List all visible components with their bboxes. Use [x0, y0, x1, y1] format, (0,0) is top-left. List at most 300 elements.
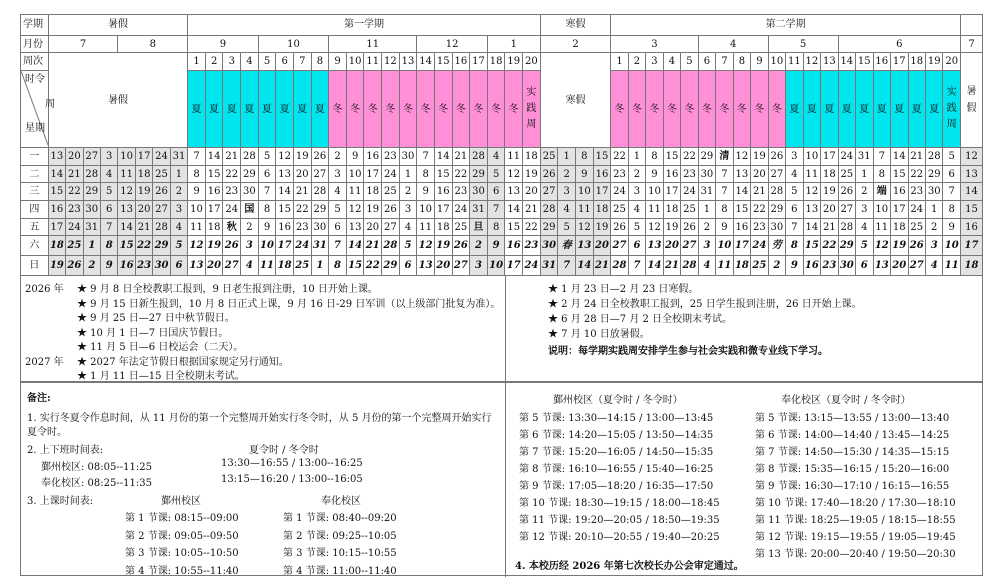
- date-cell: 18: [821, 165, 838, 183]
- date-cell: 2: [768, 256, 785, 276]
- class-period: 第 6 节课: 14:20—15:05 / 13:50—14:35: [519, 430, 714, 441]
- date-cell: 4: [399, 218, 417, 236]
- date-cell: 5: [258, 148, 276, 166]
- date-cell: 3: [170, 201, 187, 219]
- date-cell: 18: [205, 218, 223, 236]
- summer-season-cell: 夏: [908, 71, 925, 148]
- note-item: ★ 1 月 23 日—2 月 23 日寒假。: [548, 284, 699, 295]
- date-cell: 6: [399, 256, 417, 276]
- summer-season-cell: 夏: [891, 71, 908, 148]
- week-number: 14: [838, 53, 855, 71]
- winter-season-cell: 冬: [733, 71, 750, 148]
- week-number: 17: [470, 53, 488, 71]
- date-cell: 15: [733, 201, 750, 219]
- date-cell: 12: [873, 236, 890, 256]
- weekday-label: 一: [21, 148, 49, 166]
- date-cell: 17: [364, 165, 382, 183]
- winter-season-cell: 冬: [470, 71, 488, 148]
- date-cell: 29: [311, 201, 329, 219]
- date-cell: 24: [838, 148, 855, 166]
- date-cell: 27: [382, 218, 400, 236]
- date-cell: 28: [153, 218, 170, 236]
- date-cell: 9: [258, 218, 276, 236]
- date-cell: 26: [768, 148, 785, 166]
- date-cell: 26: [382, 201, 400, 219]
- date-cell: 28: [925, 148, 942, 166]
- class-period: 第 1 节课: 08:15--09:00: [125, 513, 239, 524]
- date-cell: 11: [346, 183, 364, 201]
- date-cell: 5: [786, 183, 803, 201]
- date-cell: 30: [241, 183, 259, 201]
- date-cell: 16: [205, 183, 223, 201]
- date-cell: 6: [856, 256, 873, 276]
- date-cell: 12: [576, 218, 594, 236]
- date-cell: 11: [716, 256, 733, 276]
- date-cell: 13: [873, 256, 890, 276]
- week-number: 12: [803, 53, 820, 71]
- date-cell: 秋: [223, 218, 241, 236]
- week-number: 10: [346, 53, 364, 71]
- date-cell: 3: [698, 236, 715, 256]
- remark-3-yinzhou-head: 鄞州校区: [161, 496, 201, 507]
- date-cell: 22: [523, 218, 541, 236]
- weekday-label: 四: [21, 201, 49, 219]
- date-cell: 6: [101, 201, 118, 219]
- month-cell: 6: [838, 35, 960, 53]
- date-cell: 24: [751, 236, 768, 256]
- winter-season-cell: 冬: [628, 71, 645, 148]
- summer-season-cell: 夏: [258, 71, 276, 148]
- date-cell: 21: [523, 201, 541, 219]
- date-cell: 30: [698, 165, 715, 183]
- date-cell: 28: [241, 148, 259, 166]
- date-cell: 19: [821, 183, 838, 201]
- week-number: 2: [205, 53, 223, 71]
- remark-2: 2. 上下班时间表:: [27, 445, 104, 456]
- date-cell: 13: [646, 236, 663, 256]
- date-cell: 9: [943, 218, 961, 236]
- week-number: 7: [716, 53, 733, 71]
- date-cell: 30: [768, 218, 785, 236]
- date-cell: 30: [83, 201, 100, 219]
- date-cell: 7: [258, 183, 276, 201]
- date-cell: 1: [170, 165, 187, 183]
- date-cell: 19: [891, 236, 908, 256]
- date-cell: 24: [293, 236, 311, 256]
- date-cell: 23: [293, 218, 311, 236]
- date-cell: 18: [961, 256, 983, 276]
- date-cell: 8: [101, 236, 118, 256]
- date-cell: 8: [943, 201, 961, 219]
- practice-week-note: 说明：每学期实践周安排学生参与社会实践和微专业线下学习。: [548, 346, 828, 357]
- date-cell: 20: [135, 201, 152, 219]
- date-cell: 27: [153, 201, 170, 219]
- week-number: 16: [452, 53, 470, 71]
- date-cell: 13: [346, 218, 364, 236]
- date-cell: 11: [258, 256, 276, 276]
- weekday-label: 二: [21, 165, 49, 183]
- date-cell: 19: [523, 165, 541, 183]
- date-cell: 23: [523, 236, 541, 256]
- date-cell: 20: [66, 148, 83, 166]
- date-cell: 1: [83, 236, 100, 256]
- date-cell: 5: [329, 201, 347, 219]
- class-period: 第 2 节课: 09:05--09:50: [125, 530, 239, 542]
- month-cell: 11: [329, 35, 417, 53]
- date-cell: 2: [399, 183, 417, 201]
- class-period: 第 5 节课: 13:15—13:55 / 13:00—13:40: [755, 413, 950, 424]
- remarks-section: [20, 382, 983, 576]
- date-cell: 4: [698, 256, 715, 276]
- winter-season-cell: 冬: [434, 71, 452, 148]
- date-cell: 20: [891, 256, 908, 276]
- note-item: ★ 7 月 10 日放暑假。: [548, 329, 650, 340]
- date-cell: 2: [925, 218, 942, 236]
- date-cell: 29: [698, 148, 715, 166]
- date-cell: 15: [803, 236, 820, 256]
- month-cell: 7: [961, 35, 983, 53]
- date-cell: 26: [452, 236, 470, 256]
- date-cell: 18: [276, 256, 294, 276]
- date-cell: 11: [188, 218, 206, 236]
- date-cell: 24: [382, 165, 400, 183]
- week-number: 9: [329, 53, 347, 71]
- winter-season-cell: 冬: [681, 71, 698, 148]
- date-cell: 4: [487, 148, 505, 166]
- class-period: 第 11 节课: 18:25—19:05 / 18:15—18:55: [755, 515, 956, 526]
- week-number: 20: [943, 53, 961, 71]
- date-cell: 8: [417, 165, 435, 183]
- date-cell: 15: [205, 165, 223, 183]
- remark-1a: 1. 实行冬夏令作息时间，从 11 月份的第一个完整周开始实行冬令时，从 5 月份的第一个完整周开始实行: [27, 413, 492, 424]
- week-number: 11: [364, 53, 382, 71]
- weekday-label: 六: [21, 236, 49, 256]
- date-cell: 4: [628, 201, 645, 219]
- afternoon-fenghua-head: 奉化校区（夏令时 / 冬令时）: [781, 395, 911, 406]
- date-cell: 1: [311, 256, 329, 276]
- date-cell: 18: [593, 201, 611, 219]
- date-cell: 25: [293, 256, 311, 276]
- week-number: 8: [311, 53, 329, 71]
- week-number: 12: [382, 53, 400, 71]
- date-cell: 18: [733, 256, 750, 276]
- date-cell: 16: [803, 256, 820, 276]
- date-cell: 清: [716, 148, 733, 166]
- date-cell: 24: [452, 201, 470, 219]
- date-cell: 11: [646, 201, 663, 219]
- date-cell: 10: [873, 201, 890, 219]
- date-cell: 17: [733, 236, 750, 256]
- date-cell: 16: [505, 236, 523, 256]
- date-cell: 20: [821, 201, 838, 219]
- week-number: 18: [487, 53, 505, 71]
- corner-mid: 周: [45, 99, 55, 111]
- date-cell: 20: [751, 165, 768, 183]
- date-cell: 30: [470, 183, 488, 201]
- date-cell: 13: [505, 183, 523, 201]
- date-cell: 22: [364, 256, 382, 276]
- week-number: 1: [188, 53, 206, 71]
- date-cell: 8: [576, 148, 594, 166]
- date-cell: 11: [943, 256, 961, 276]
- note-item: ★ 2 月 24 日全校教职工报到，25 日学生报到注册，26 日开始上课。: [548, 299, 862, 310]
- date-cell: 20: [523, 183, 541, 201]
- date-cell: 28: [83, 165, 100, 183]
- summer-season-cell: 夏: [786, 71, 803, 148]
- summer-span: 暑假: [48, 53, 188, 148]
- date-cell: 5: [170, 236, 187, 256]
- date-cell: 19: [205, 236, 223, 256]
- month-label: 月份: [21, 35, 49, 53]
- date-cell: 8: [716, 201, 733, 219]
- date-cell: 8: [786, 236, 803, 256]
- note-item: ★ 6 月 28 日—7 月 2 日全校期末考试。: [548, 314, 733, 325]
- week-number: 14: [417, 53, 435, 71]
- date-cell: 国: [241, 201, 259, 219]
- date-cell: 29: [470, 165, 488, 183]
- date-cell: 5: [399, 236, 417, 256]
- date-cell: 3: [241, 236, 259, 256]
- date-cell: 14: [276, 183, 294, 201]
- date-cell: 22: [135, 236, 152, 256]
- date-cell: 30: [399, 148, 417, 166]
- class-period: 第 12 节课: 20:10—20:55 / 19:40—20:25: [519, 532, 720, 543]
- date-cell: 7: [786, 218, 803, 236]
- date-cell: 28: [838, 218, 855, 236]
- class-period: 第 4 节课: 10:55--11:40: [125, 565, 239, 577]
- date-cell: 14: [803, 218, 820, 236]
- date-cell: 23: [611, 165, 628, 183]
- date-cell: 7: [329, 236, 347, 256]
- date-cell: 2: [628, 165, 645, 183]
- date-cell: 27: [611, 236, 628, 256]
- date-cell: 27: [311, 165, 329, 183]
- date-cell: 17: [663, 183, 680, 201]
- date-cell: 19: [364, 201, 382, 219]
- date-cell: 21: [293, 183, 311, 201]
- week-label: 周次: [21, 53, 49, 71]
- date-cell: 20: [434, 256, 452, 276]
- week-number: 13: [399, 53, 417, 71]
- date-cell: 25: [838, 165, 855, 183]
- summer-end-span: 暑 假: [961, 53, 983, 148]
- semester2-header: 第二学期: [611, 15, 961, 36]
- date-cell: 25: [66, 236, 83, 256]
- date-cell: 18: [663, 201, 680, 219]
- month-cell: 3: [611, 35, 698, 53]
- date-cell: 3: [856, 201, 873, 219]
- date-cell: 25: [382, 183, 400, 201]
- month-cell: 2: [540, 35, 611, 53]
- date-cell: 29: [83, 183, 100, 201]
- date-cell: 14: [576, 256, 594, 276]
- summer-season-cell: 夏: [276, 71, 294, 148]
- date-cell: 9: [576, 165, 594, 183]
- date-cell: 3: [101, 148, 118, 166]
- date-cell: 7: [487, 201, 505, 219]
- date-cell: 23: [66, 201, 83, 219]
- date-cell: 5: [856, 236, 873, 256]
- date-cell: 6: [487, 183, 505, 201]
- date-cell: 17: [821, 148, 838, 166]
- winter-season-cell: 冬: [382, 71, 400, 148]
- date-cell: 9: [188, 183, 206, 201]
- school-calendar-table: [20, 14, 983, 276]
- date-cell: 15: [346, 256, 364, 276]
- date-cell: 28: [470, 148, 488, 166]
- week-number: 19: [925, 53, 942, 71]
- date-cell: 16: [733, 218, 750, 236]
- date-cell: 2: [170, 183, 187, 201]
- date-cell: 23: [821, 256, 838, 276]
- note-item: ★ 9 月 8 日全校教职工报到，9 日老生报到注册，10 日开始上课。: [77, 284, 378, 295]
- semester1-header: 第一学期: [188, 15, 541, 36]
- date-cell: 3: [470, 256, 488, 276]
- date-cell: 30: [153, 256, 170, 276]
- date-cell: 28: [382, 236, 400, 256]
- date-cell: 25: [452, 218, 470, 236]
- note-item: ★ 1 月 11 日—15 日全校期末考试。: [77, 371, 245, 382]
- date-cell: 11: [803, 165, 820, 183]
- date-cell: 9: [716, 218, 733, 236]
- summer-header: 暑假: [48, 15, 188, 36]
- remarks-title: 备注:: [27, 393, 51, 404]
- date-cell: 31: [470, 201, 488, 219]
- summer-season-cell: 夏: [838, 71, 855, 148]
- class-period: 第 9 节课: 17:05—18:20 / 16:35—17:50: [519, 481, 714, 492]
- date-cell: 11: [118, 165, 135, 183]
- week-number: 15: [856, 53, 873, 71]
- date-cell: 19: [663, 218, 680, 236]
- date-cell: 23: [908, 183, 925, 201]
- date-cell: 31: [311, 236, 329, 256]
- date-cell: 21: [452, 148, 470, 166]
- date-cell: 6: [258, 165, 276, 183]
- date-cell: 9: [786, 256, 803, 276]
- date-cell: 17: [135, 148, 152, 166]
- date-cell: 28: [540, 201, 558, 219]
- date-cell: 27: [681, 236, 698, 256]
- date-cell: 18: [891, 218, 908, 236]
- date-cell: 10: [188, 201, 206, 219]
- class-period: 第 12 节课: 19:15—19:55 / 19:05—19:45: [755, 532, 956, 543]
- date-cell: 12: [118, 183, 135, 201]
- date-cell: 2: [83, 256, 100, 276]
- week-number: 3: [646, 53, 663, 71]
- date-cell: 劳: [768, 236, 785, 256]
- date-cell: 26: [66, 256, 83, 276]
- date-cell: 4: [329, 183, 347, 201]
- date-cell: 7: [628, 256, 645, 276]
- summer-season-cell: 夏: [821, 71, 838, 148]
- date-cell: 20: [593, 236, 611, 256]
- date-cell: 7: [417, 148, 435, 166]
- date-cell: 26: [223, 236, 241, 256]
- date-cell: 21: [66, 165, 83, 183]
- class-period: 第 5 节课: 13:30—14:15 / 13:00—13:45: [519, 413, 714, 424]
- date-cell: 22: [751, 201, 768, 219]
- date-cell: 19: [434, 236, 452, 256]
- month-cell: 10: [258, 35, 329, 53]
- date-cell: 27: [223, 256, 241, 276]
- week-number: 5: [681, 53, 698, 71]
- class-period: 第 6 节课: 14:00—14:40 / 13:45—14:25: [755, 430, 950, 441]
- date-cell: 2: [698, 218, 715, 236]
- date-cell: 10: [576, 183, 594, 201]
- date-cell: 5: [943, 148, 961, 166]
- date-cell: 15: [434, 165, 452, 183]
- date-cell: 13: [118, 201, 135, 219]
- date-cell: 28: [611, 256, 628, 276]
- date-cell: 8: [487, 218, 505, 236]
- date-cell: 25: [153, 165, 170, 183]
- summer-season-cell: 夏: [293, 71, 311, 148]
- date-cell: 14: [48, 165, 65, 183]
- winter-season-cell: 冬: [768, 71, 785, 148]
- practice-week-cell: 实 践 周: [523, 71, 541, 148]
- winter-season-cell: 冬: [364, 71, 382, 148]
- date-cell: 10: [803, 148, 820, 166]
- remark-3: 3. 上课时间表:: [27, 496, 94, 507]
- date-cell: 4: [856, 218, 873, 236]
- week-number: 2: [628, 53, 645, 71]
- date-cell: 25: [611, 201, 628, 219]
- remark-2-time: 13:30—16:55 / 13:00--16:25: [221, 458, 363, 469]
- date-cell: 22: [452, 165, 470, 183]
- date-cell: 3: [558, 183, 576, 201]
- month-cell: 7: [48, 35, 118, 53]
- date-cell: 7: [943, 183, 961, 201]
- date-cell: 24: [66, 218, 83, 236]
- class-period: 第 8 节课: 15:35—16:15 / 15:20—16:00: [755, 464, 950, 475]
- date-cell: 6: [786, 201, 803, 219]
- note-year: 2026 年: [25, 284, 64, 295]
- date-cell: 10: [646, 183, 663, 201]
- date-cell: 10: [258, 236, 276, 256]
- date-cell: 5: [487, 165, 505, 183]
- date-cell: 24: [223, 201, 241, 219]
- date-cell: 1: [698, 201, 715, 219]
- date-cell: 18: [135, 165, 152, 183]
- week-number: 3: [223, 53, 241, 71]
- class-period: 第 7 节课: 14:50—15:30 / 14:35—15:15: [755, 447, 950, 458]
- winter-season-cell: 冬: [663, 71, 680, 148]
- date-cell: 16: [118, 256, 135, 276]
- date-cell: 21: [593, 256, 611, 276]
- remark-2-campus: 鄞州校区: 08:05--11:25: [41, 462, 152, 473]
- date-cell: 1: [925, 201, 942, 219]
- note-item: ★ 11 月 5 日—6 日校运会（二天）。: [77, 342, 244, 353]
- date-cell: 13: [417, 256, 435, 276]
- date-cell: 12: [188, 236, 206, 256]
- date-cell: 2: [241, 218, 259, 236]
- date-cell: 29: [768, 201, 785, 219]
- summer-season-cell: 夏: [803, 71, 820, 148]
- week-number: 13: [821, 53, 838, 71]
- summer-season-cell: 夏: [205, 71, 223, 148]
- class-period: 第 10 节课: 18:30—19:15 / 18:00—18:45: [519, 498, 720, 509]
- week-number: 4: [663, 53, 680, 71]
- date-cell: 30: [925, 183, 942, 201]
- date-cell: 15: [663, 148, 680, 166]
- summer-season-cell: 夏: [873, 71, 890, 148]
- date-cell: 1: [558, 148, 576, 166]
- date-cell: 11: [417, 218, 435, 236]
- date-cell: 5: [628, 218, 645, 236]
- date-cell: 1: [399, 165, 417, 183]
- date-cell: 27: [452, 256, 470, 276]
- date-cell: 10: [487, 256, 505, 276]
